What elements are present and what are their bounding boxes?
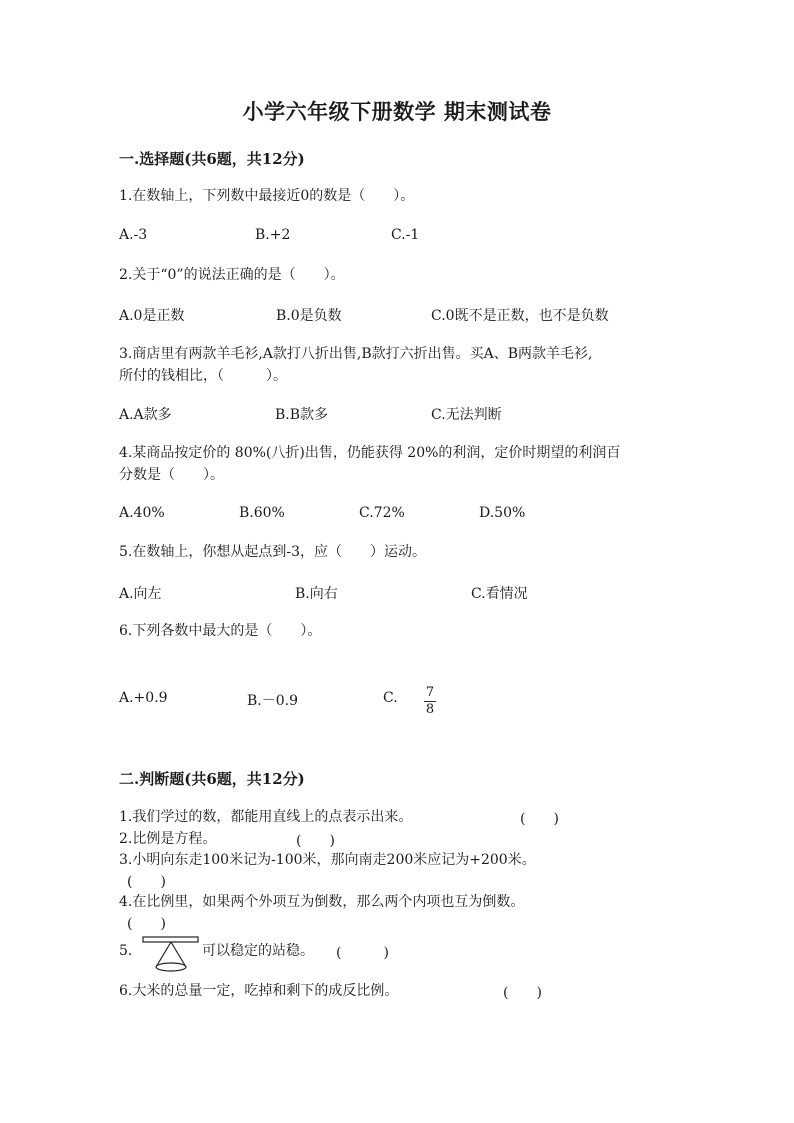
judgment-4-answer-blank: ( ) [127,916,166,932]
fraction-numerator: 7 [425,685,435,700]
q5-option-c: C.看情况 [471,586,528,602]
cone-table-figure [142,933,200,975]
q1-option-b: B.+2 [255,227,291,243]
q3-option-b: B.B款多 [275,407,329,423]
q5-option-a: A.向左 [119,586,162,602]
question-4-text-line1: 4.某商品按定价的 80%(八折)出售，仍能获得 20%的利润，定价时期望的利润百 [119,445,621,461]
q1-option-a: A.-3 [119,227,148,243]
judgment-5-answer-blank: ( ) [336,945,389,961]
judgment-2-answer-blank: ( ) [296,833,335,849]
judgment-5-text: 可以稳定的站稳。 [202,943,314,959]
judgment-4-text: 4.在比例里，如果两个外项互为倒数，那么两个内项也互为倒数。 [119,894,525,910]
table-top-shape [143,937,198,942]
section-heading-choice: 一.选择题(共6题，共12分) [119,150,305,168]
judgment-2-text: 2.比例是方程。 [119,831,217,847]
judgment-1-text: 1.我们学过的数，都能用直线上的点表示出来。 [119,809,413,825]
q3-option-c: C.无法判断 [431,407,502,423]
q2-option-b: B.0是负数 [276,308,342,324]
cone-base [156,963,186,971]
q6-option-b: B.－0.9 [247,693,299,709]
question-1-text: 1.在数轴上，下列数中最接近0的数是（ ）。 [119,188,415,204]
q4-option-b: B.60% [239,505,285,521]
q5-option-b: B.向右 [295,586,338,602]
question-5-text: 5.在数轴上，你想从起点到-3，应（ ）运动。 [119,544,426,560]
question-6-text: 6.下列各数中最大的是（ ）。 [119,623,322,639]
q4-option-a: A.40% [119,505,165,521]
question-2-text: 2.关于“0”的说法正确的是（ ）。 [119,267,345,283]
judgment-6-text: 6.大米的总量一定，吃掉和剩下的成反比例。 [119,983,399,999]
q1-option-c: C.-1 [391,227,420,243]
section-heading-judgment: 二.判断题(共6题，共12分) [119,770,305,788]
q2-option-c: C.0既不是正数，也不是负数 [431,308,609,324]
judgment-6-answer-blank: ( ) [503,985,542,1001]
page-title: 小学六年级下册数学 期末测试卷 [242,99,552,124]
q6-option-c: C. [383,690,398,706]
question-3-text-line2: 所付的钱相比，（ ）。 [119,368,287,384]
question-4-text-line2: 分数是（ ）。 [119,467,224,483]
judgment-3-answer-blank: ( ) [127,874,166,890]
judgment-1-answer-blank: ( ) [520,811,559,827]
q3-option-a: A.A款多 [119,407,172,423]
q4-option-c: C.72% [359,505,405,521]
q6-option-c-fraction [424,686,436,717]
judgment-3-text: 3.小明向东走100米记为-100米，那向南走200米应记为+200米。 [119,852,536,868]
judgment-5-prefix: 5. [119,943,133,959]
question-3-text-line1: 3.商店里有两款羊毛衫,A款打八折出售,B款打六折出售。买A、B两款羊毛衫, [119,346,593,362]
q2-option-a: A.0是正数 [119,308,185,324]
q4-option-d: D.50% [479,505,526,521]
q6-option-a: A.+0.9 [119,690,168,706]
fraction-denominator: 8 [425,702,435,717]
